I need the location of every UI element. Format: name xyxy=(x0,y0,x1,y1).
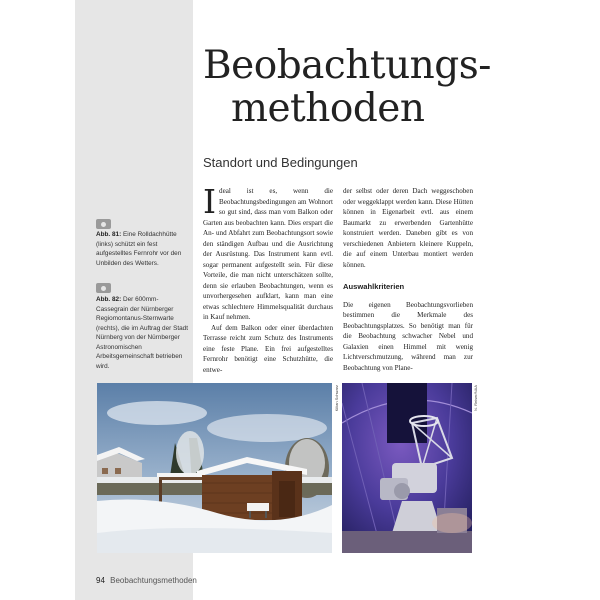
paragraph-3: der selbst oder deren Dach weggeschoben oder weggeklappt werden kann. Diese Hütten können in Eigenarbeit evtl. aus einem Baumarkt zu erwerbenden Gartenhütte konstruiert werden. Daneben gibt es von verschiedenen Anbietern kleinere Kuppeln, die auf einem Unterbau montiert werden können. xyxy=(343,187,473,269)
photo-credit: N. Reiser/NAA xyxy=(473,385,478,412)
hut-illustration xyxy=(97,383,332,553)
page-title xyxy=(203,44,503,130)
camera-icon xyxy=(96,283,111,293)
caption-text: Eine Rolldachhütte (links) schützt ein fest aufgestelltes Fernrohr vor den Unbilden des Wetters. xyxy=(96,231,182,267)
paragraph-4: Die eigenen Beobachtungsvorlieben bestimmen die Merkmale des Beobachtungsplatzes. So benötigt man für die Beobachtung schwacher Nebel und Galaxien einen Himmel mit wenig Lichtverschmutzung, während man zur Beobachtung von Plane- xyxy=(343,300,473,372)
photo-credit: Kilian Schwarz xyxy=(334,385,339,412)
title-line-1: Beobachtungs- xyxy=(203,43,491,88)
photo-observatory-hut xyxy=(97,383,332,553)
caption-label: Abb. 81: xyxy=(96,231,122,238)
paragraph-2: Auf dem Balkon oder einer überdachten Terrasse reicht zum Schutz des Instruments eine feste Plane. Ein frei aufgestelltes Fernrohr benötigt eine Schutzhütte, die entwe- xyxy=(203,323,333,374)
footer-section: Beobachtungsmethoden xyxy=(110,576,197,585)
photo-telescope-dome xyxy=(342,383,472,553)
telescope-illustration xyxy=(342,383,472,553)
paragraph-1 xyxy=(203,182,333,323)
figure-caption-82 xyxy=(96,295,188,371)
camera-icon xyxy=(96,219,111,229)
text-column-1 xyxy=(203,182,333,375)
section-subheading: Standort und Bedingungen xyxy=(203,155,358,170)
page-number: 94 xyxy=(96,576,105,585)
caption-text: Der 600mm-Cassegrain der Nürnberger Regiomontanus-Sternwarte (rechts), die im Auftrag der Stadt Nürnberg von der Nürnberger Astronomischen Arbeitsgemeinschaft betrieben wird. xyxy=(96,296,188,370)
page-footer xyxy=(96,576,197,585)
title-line-2: methoden xyxy=(231,86,425,131)
text-column-2 xyxy=(343,186,473,373)
drop-cap: I xyxy=(203,182,217,221)
caption-label: Abb. 82: xyxy=(96,296,122,303)
figure-caption-81 xyxy=(96,230,188,268)
paragraph-1-text: deal ist es, wenn die Beobachtungsbedingungen am Wohnort so gut sind, dass man vom Balkon oder Garten aus beobachten kann. Dies erspart die An- und Abfahrt zum Beobachtungsort sowie den ständigen Aufbau und die Ausrichtung der Ausrüstung. Das Instrument kann evtl. sogar permanent aufgestellt sein. Für diese Vorteile, die man nicht unterschätzen sollte, denn sie erlauben Beobachtungen, wenn es unvorhergesehen aufklart, kann man eine etwas schlechtere Himmelsqualität durchaus in Kauf nehmen. xyxy=(203,187,333,321)
section-heading: Auswahlkriterien xyxy=(343,282,405,291)
